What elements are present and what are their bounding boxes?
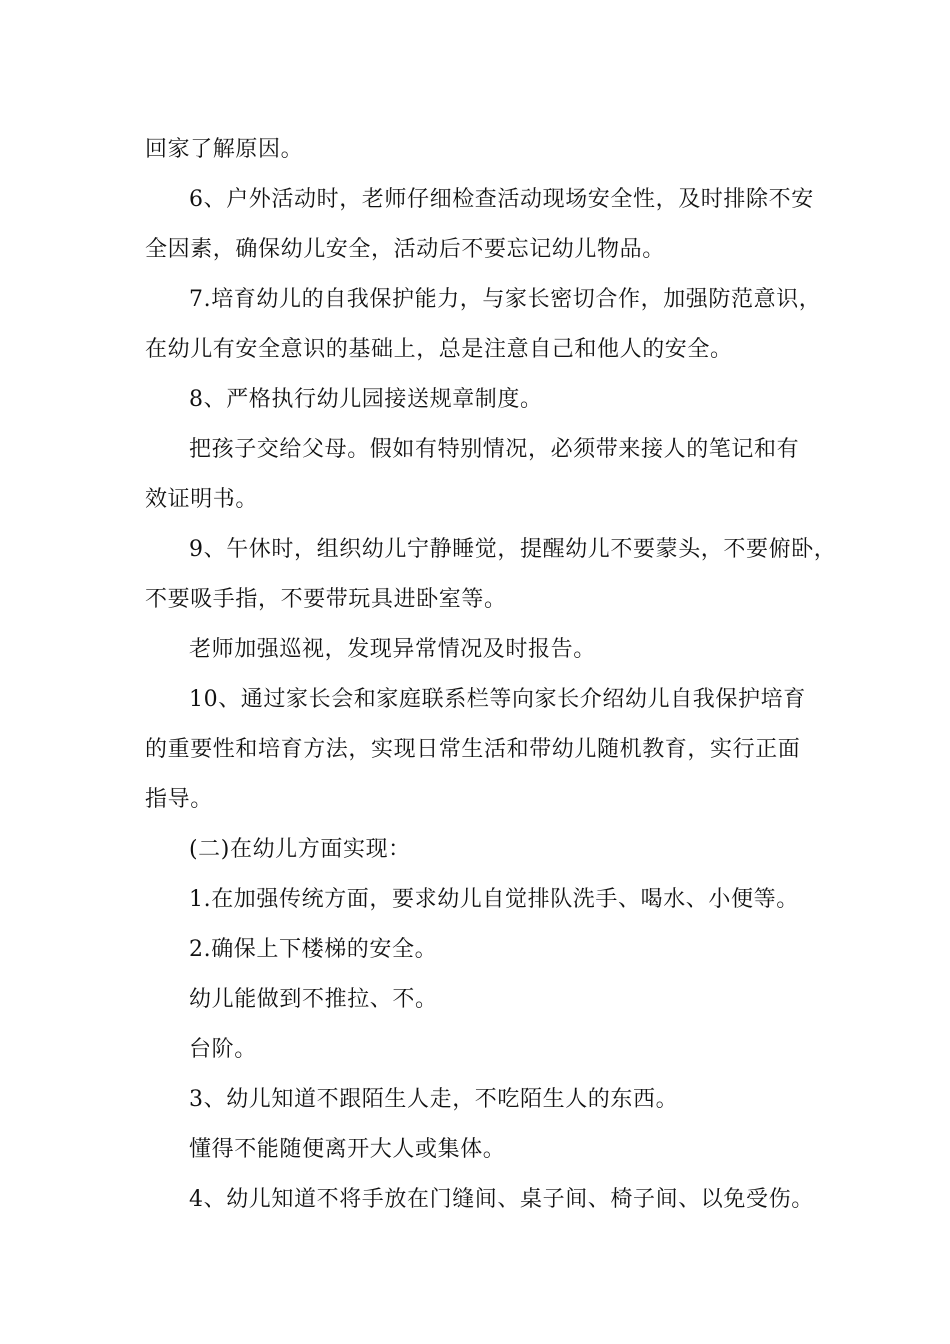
text-line: 懂得不能随便离开大人或集体。 <box>189 1137 506 1162</box>
text-line: (二)在幼儿方面实现： <box>189 837 411 862</box>
text-line: 7.培育幼儿的自我保护能力，与家长密切合作，加强防范意识， <box>189 287 822 312</box>
text-line: 2.确保上下楼梯的安全。 <box>189 937 438 962</box>
text-line: 10、通过家长会和家庭联系栏等向家长介绍幼儿自我保护培育 <box>189 687 806 712</box>
text-line: 在幼儿有安全意识的基础上，总是注意自己和他人的安全。 <box>145 337 733 362</box>
text-line: 1.在加强传统方面，要求幼儿自觉排队洗手、喝水、小便等。 <box>189 887 799 912</box>
text-line: 效证明书。 <box>145 487 259 512</box>
text-line: 指导。 <box>145 787 213 812</box>
text-line: 3、幼儿知道不跟陌生人走，不吃陌生人的东西。 <box>189 1087 679 1112</box>
text-line: 台阶。 <box>189 1037 257 1062</box>
text-line: 8、严格执行幼儿园接送规章制度。 <box>189 387 543 412</box>
text-line: 的重要性和培育方法，实现日常生活和带幼儿随机教育，实行正面 <box>145 737 801 762</box>
text-line: 把孩子交给父母。假如有特别情况，必须带来接人的笔记和有 <box>189 437 800 462</box>
text-line: 全因素，确保幼儿安全，活动后不要忘记幼儿物品。 <box>145 237 665 262</box>
text-line: 回家了解原因。 <box>145 137 304 162</box>
text-line: 不要吸手指，不要带玩具进卧室等。 <box>145 587 507 612</box>
text-line: 4、幼儿知道不将手放在门缝间、桌子间、椅子间、以免受伤。 <box>189 1187 814 1212</box>
text-line: 老师加强巡视，发现异常情况及时报告。 <box>189 637 596 662</box>
text-line: 幼儿能做到不推拉、不。 <box>189 987 438 1012</box>
text-line: 6、户外活动时，老师仔细检查活动现场安全性，及时排除不安 <box>189 187 814 212</box>
text-line: 9、午休时，组织幼儿宁静睡觉，提醒幼儿不要蒙头，不要俯卧， <box>189 537 837 562</box>
